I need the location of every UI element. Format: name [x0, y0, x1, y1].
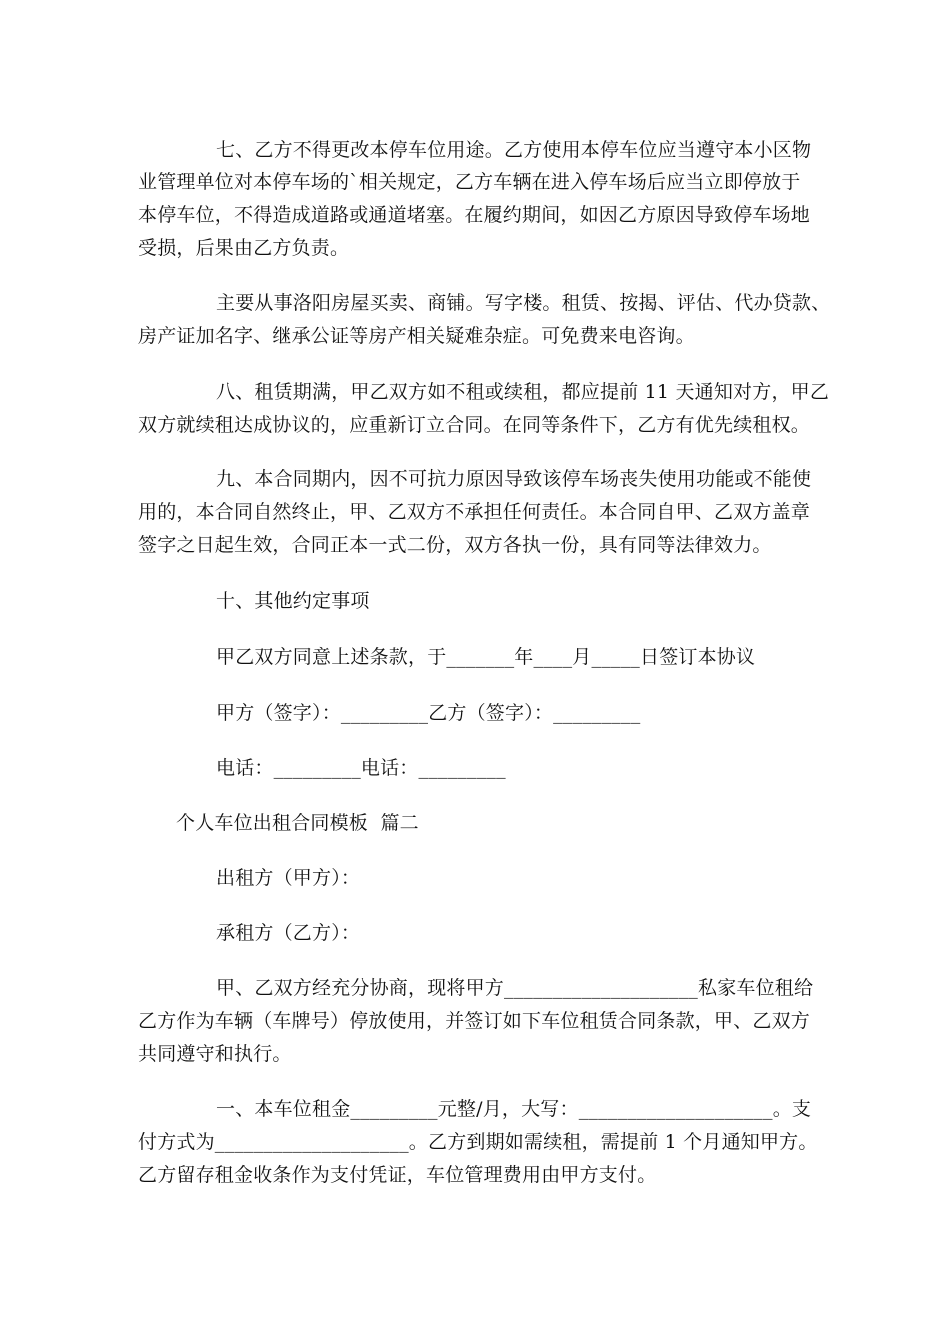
paragraph-line: 主要从事洛阳房屋买卖、商铺。写字楼。租赁、按揭、评估、代办贷款、 [216, 292, 831, 314]
paragraph-line: 七、乙方不得更改本停车位用途。乙方使用本停车位应当遵守本小区物 [216, 139, 812, 161]
paragraph-line: 乙方留存租金收条作为支付凭证，车位管理费用由甲方支付。 [138, 1164, 657, 1186]
signature-line: 甲方（签字）：_________乙方（签字）：_________ [216, 702, 641, 724]
paragraph-line: 签字之日起生效，合同正本一式二份，双方各执一份，具有同等法律效力。 [138, 534, 772, 556]
paragraph-line: 一、本车位租金_________元整/月，大写：____________________。支 [216, 1098, 812, 1120]
paragraph-line: 业管理单位对本停车场的`相关规定，乙方车辆在进入停车场后应当立即停放于 [138, 171, 801, 193]
phone-line: 电话：_________电话：_________ [216, 757, 506, 779]
section-title: 个人车位出租合同模板 篇二 [176, 812, 419, 834]
paragraph-line: 乙方作为车辆（车牌号）停放使用，并签订如下车位租赁合同条款，甲、乙双方 [138, 1010, 811, 1032]
paragraph-line: 甲、乙双方经充分协商，现将甲方____________________私家车位租给 [216, 977, 814, 999]
lessor-line: 出租方（甲方）： [216, 867, 361, 889]
paragraph-line: 受损，后果由乙方负责。 [138, 237, 350, 259]
lessee-line: 承租方（乙方）： [216, 922, 361, 944]
clause-10-heading: 十、其他约定事项 [216, 590, 370, 612]
paragraph-line: 八、租赁期满，甲乙双方如不租或续租，都应提前 11 天通知对方，甲乙 [216, 381, 830, 403]
paragraph-line: 九、本合同期内，因不可抗力原因导致该停车场丧失使用功能或不能使 [216, 468, 812, 490]
paragraph-line: 共同遵守和执行。 [138, 1043, 292, 1065]
paragraph-line: 双方就续租达成协议的，应重新订立合同。在同等条件下，乙方有优先续租权。 [138, 414, 811, 436]
paragraph-line: 付方式为____________________。乙方到期如需续租，需提前 1 个月通知甲方。 [138, 1131, 818, 1153]
paragraph-line: 本停车位，不得造成道路或通道堵塞。在履约期间，如因乙方原因导致停车场地 [138, 204, 811, 226]
paragraph-line: 房产证加名字、继承公证等房产相关疑难杂症。可免费来电咨询。 [138, 325, 695, 347]
paragraph-line: 用的，本合同自然终止，甲、乙双方不承担任何责任。本合同自甲、乙双方盖章 [138, 501, 811, 523]
agreement-date-line: 甲乙双方同意上述条款，于_______年____月_____日签订本协议 [216, 646, 756, 668]
